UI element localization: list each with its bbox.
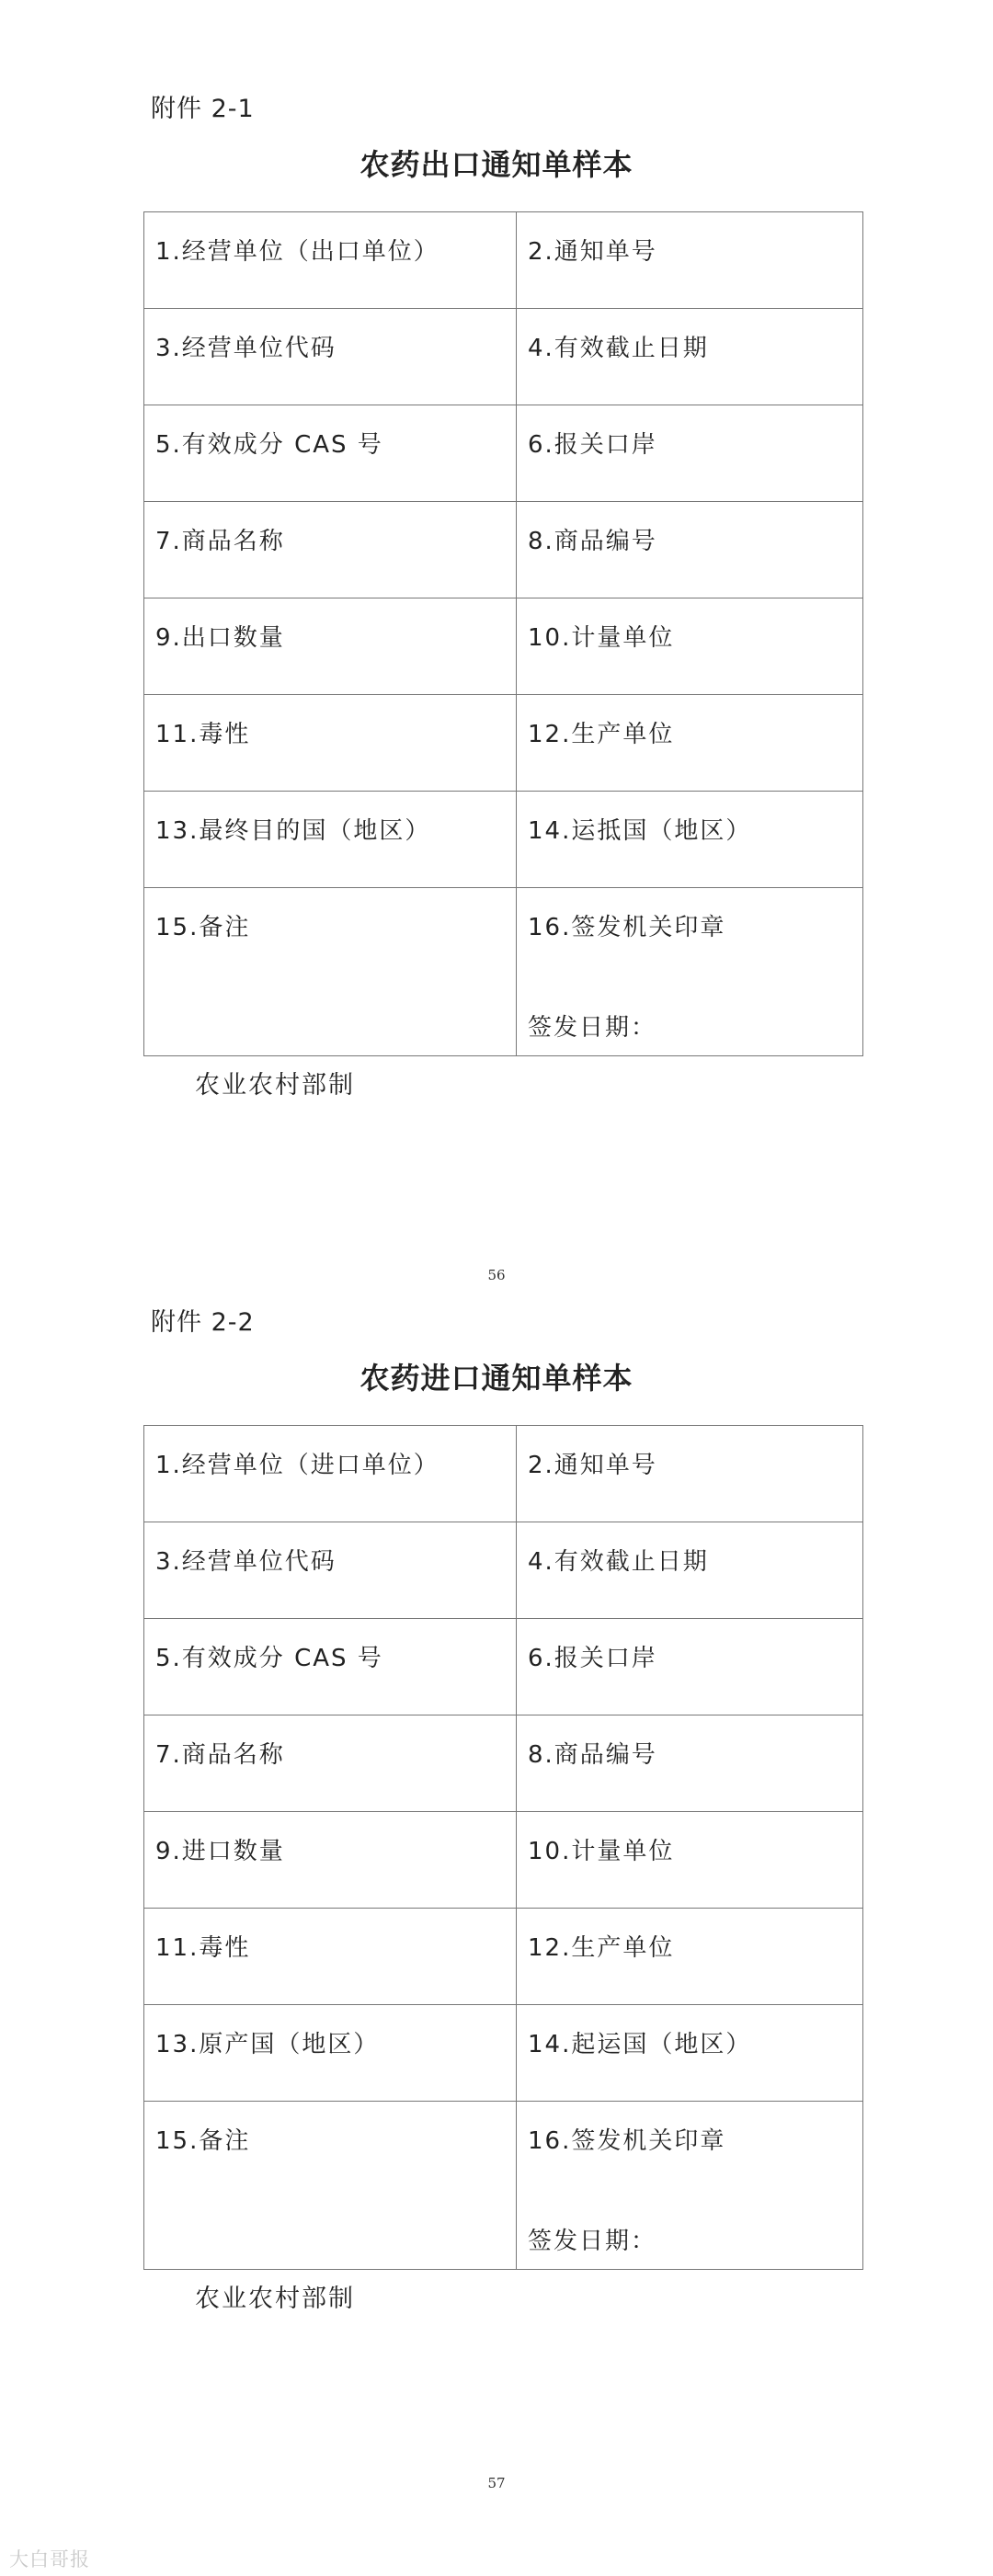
table-cell: 2.通知单号 — [517, 212, 863, 309]
page-number: 56 — [487, 1267, 506, 1283]
issuer-label: 农业农村部制 — [195, 1071, 355, 1100]
table-row — [144, 888, 863, 1056]
table-cell: 4.有效截止日期 — [517, 309, 863, 405]
table-cell: 12.生产单位 — [517, 695, 863, 792]
table-row — [144, 405, 863, 502]
table-row — [144, 212, 863, 309]
table-cell: 4.有效截止日期 — [517, 1522, 863, 1619]
table-row — [144, 695, 863, 792]
table-cell: 14.运抵国（地区） — [517, 792, 863, 888]
document-page-import — [0, 1214, 993, 2491]
form-title: 农药进口通知单样本 — [360, 1361, 633, 1396]
document-page-export — [0, 0, 993, 1283]
table-row — [144, 1812, 863, 1909]
attachment-label: 附件 2-2 — [151, 1308, 255, 1337]
table-cell: 3.经营单位代码 — [144, 309, 517, 405]
table-cell: 13.原产国（地区） — [144, 2005, 517, 2102]
table-cell: 6.报关口岸 — [517, 1619, 863, 1715]
table-cell: 3.经营单位代码 — [144, 1522, 517, 1619]
table-cell: 7.商品名称 — [144, 502, 517, 598]
table-row — [144, 502, 863, 598]
form-title: 农药出口通知单样本 — [360, 147, 633, 182]
table-cell: 5.有效成分 CAS 号 — [144, 405, 517, 502]
table-cell: 1.经营单位（出口单位） — [144, 212, 517, 309]
table-cell: 14.起运国（地区） — [517, 2005, 863, 2102]
table-cell: 12.生产单位 — [517, 1909, 863, 2005]
table-row — [144, 1715, 863, 1812]
sign-date-label: 签发日期： — [528, 2228, 657, 2255]
table-cell: 11.毒性 — [144, 1909, 517, 2005]
table-cell: 15.备注 — [144, 888, 517, 1056]
table-cell: 9.进口数量 — [144, 1812, 517, 1909]
table-cell: 6.报关口岸 — [517, 405, 863, 502]
table-row — [144, 2005, 863, 2102]
seal-label: 16.签发机关印章 — [528, 2127, 726, 2155]
export-notice-table — [143, 211, 863, 1056]
table-row — [144, 309, 863, 405]
table-row — [144, 792, 863, 888]
table-row — [144, 1426, 863, 1522]
table-row — [144, 1909, 863, 2005]
issuer-label: 农业农村部制 — [195, 2285, 355, 2313]
table-cell: 10.计量单位 — [517, 1812, 863, 1909]
table-cell-seal — [517, 888, 863, 1056]
table-cell: 8.商品编号 — [517, 502, 863, 598]
table-cell: 10.计量单位 — [517, 598, 863, 695]
table-cell: 15.备注 — [144, 2102, 517, 2270]
table-cell: 5.有效成分 CAS 号 — [144, 1619, 517, 1715]
table-row — [144, 1522, 863, 1619]
table-row — [144, 598, 863, 695]
table-cell: 2.通知单号 — [517, 1426, 863, 1522]
table-cell: 11.毒性 — [144, 695, 517, 792]
table-cell: 13.最终目的国（地区） — [144, 792, 517, 888]
attachment-label: 附件 2-1 — [151, 95, 255, 123]
table-cell: 7.商品名称 — [144, 1715, 517, 1812]
table-cell: 8.商品编号 — [517, 1715, 863, 1812]
table-cell: 9.出口数量 — [144, 598, 517, 695]
sign-date-label: 签发日期： — [528, 1014, 657, 1042]
table-row — [144, 2102, 863, 2270]
table-cell-seal — [517, 2102, 863, 2270]
table-row — [144, 1619, 863, 1715]
watermark-text: 大白哥报 — [9, 2548, 90, 2570]
import-notice-table — [143, 1425, 863, 2270]
seal-label: 16.签发机关印章 — [528, 914, 726, 941]
table-cell: 1.经营单位（进口单位） — [144, 1426, 517, 1522]
page-number: 57 — [487, 2475, 506, 2491]
